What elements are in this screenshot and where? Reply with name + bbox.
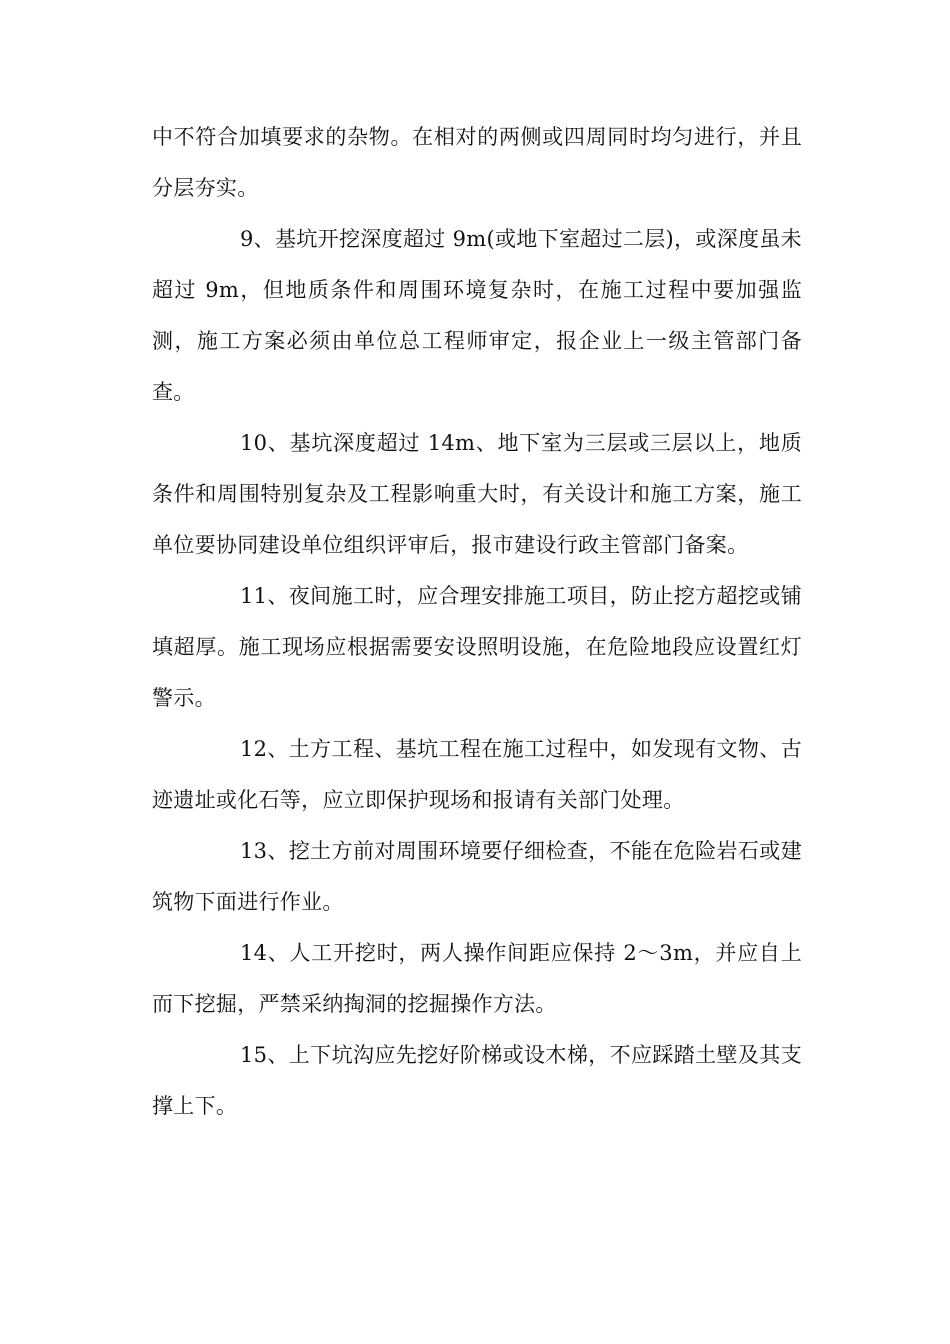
- paragraph-continuation: 中不符合加填要求的杂物。在相对的两侧或四周同时均匀进行，并且分层夯实。: [152, 125, 802, 200]
- paragraph-item-11: 11、夜间施工时，应合理安排施工项目，防止挖方超挖或铺填超厚。施工现场应根据需要安设照明设施，在危险地段应设置红灯警示。: [152, 584, 802, 710]
- paragraph-item-14: 14、人工开挖时，两人操作间距应保持 2～3m，并应自上而下挖掘，严禁采纳掏洞的挖掘操作方法。: [152, 941, 802, 1016]
- document-body: [152, 112, 802, 1132]
- paragraph-item-9: 9、基坑开挖深度超过 9m(或地下室超过二层)，或深度虽未超过 9m，但地质条件和周围环境复杂时，在施工过程中要加强监测，施工方案必须由单位总工程师审定，报企业上一级主管部门备查。: [152, 227, 802, 404]
- paragraph-item-10: 10、基坑深度超过 14m、地下室为三层或三层以上，地质条件和周围特别复杂及工程影响重大时，有关设计和施工方案，施工单位要协同建设单位组织评审后，报市建设行政主管部门备案。: [152, 431, 802, 557]
- paragraph-item-12: 12、土方工程、基坑工程在施工过程中，如发现有文物、古迹遗址或化石等，应立即保护现场和报请有关部门处理。: [152, 737, 802, 812]
- paragraph-item-15: 15、上下坑沟应先挖好阶梯或设木梯，不应踩踏土壁及其支撑上下。: [152, 1043, 802, 1118]
- paragraph-item-13: 13、挖土方前对周围环境要仔细检查，不能在危险岩石或建筑物下面进行作业。: [152, 839, 802, 914]
